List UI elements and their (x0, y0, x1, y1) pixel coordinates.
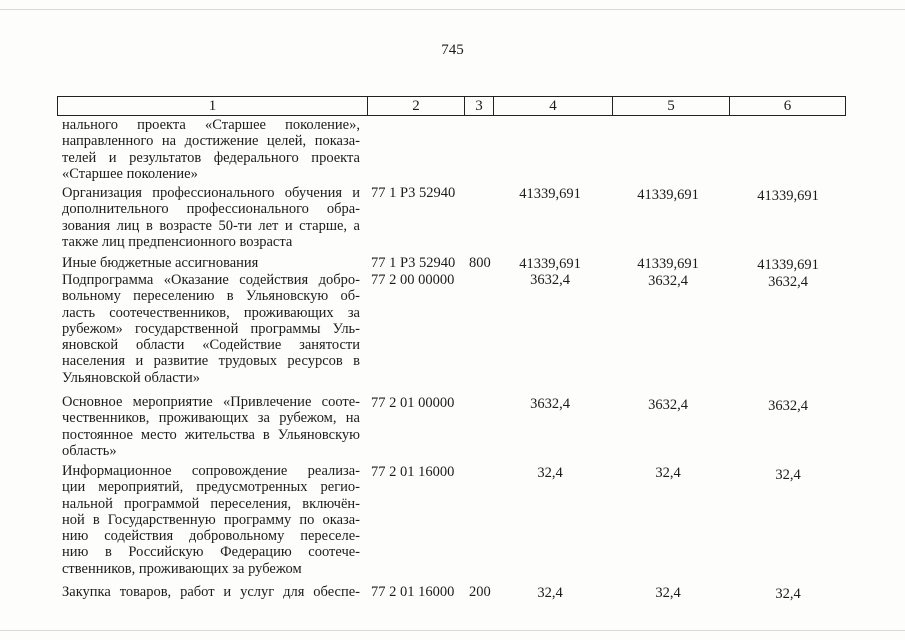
row-value-col6: 32,4 (775, 586, 801, 602)
description-line: Ульяновской области» (62, 369, 201, 386)
row-code: 77 2 00 00000 (371, 272, 455, 288)
description-line: яновской области «Содействие занятости (62, 337, 360, 354)
row-value-col5: 3632,4 (648, 273, 688, 289)
row-value-col6: 41339,691 (757, 188, 819, 204)
row-value-col5: 32,4 (655, 465, 681, 481)
row-code: 77 2 01 16000 (371, 584, 455, 600)
row-value-col6: 41339,691 (757, 257, 819, 273)
row-value-col6: 32,4 (775, 467, 801, 483)
scan-edge-top (0, 9, 905, 10)
description-line: вольному переселению в Ульяновскую об- (62, 288, 360, 305)
row-description (62, 584, 360, 600)
row-value-col5: 32,4 (655, 585, 681, 601)
description-line: дополнительного профессионального обра- (62, 201, 360, 218)
row-value-col6: 3632,4 (768, 398, 808, 414)
description-line: ственников, проживающих за рубежом (62, 560, 302, 577)
row-description (62, 255, 360, 271)
description-line: ной в Государственную программу по оказа- (62, 511, 360, 528)
header-col-2: 2 (368, 97, 465, 115)
row-value-col4: 32,4 (537, 465, 563, 481)
row-expense-type: 800 (469, 255, 491, 271)
description-line: рубежом» государственной программы Уль- (62, 320, 360, 337)
description-line: Информационное сопровождение реализа- (62, 463, 360, 479)
row-value-col4: 41339,691 (519, 186, 581, 202)
header-col-5: 5 (613, 97, 730, 115)
description-line: Подпрограмма «Оказание содействия добро- (62, 272, 360, 288)
row-code: 77 2 01 00000 (371, 395, 455, 411)
description-line: нального проекта «Старшее поколение», (62, 117, 360, 133)
header-col-1: 1 (58, 97, 368, 115)
row-expense-type: 200 (469, 584, 491, 600)
description-line: Закупка товаров, работ и услуг для обеспе- (62, 584, 360, 600)
row-description (62, 117, 360, 182)
description-line: чественников, проживающих за рубежом, на (62, 410, 360, 427)
description-line: телей и результатов федерального проекта (62, 149, 360, 166)
row-value-col5: 3632,4 (648, 397, 688, 413)
row-value-col4: 32,4 (537, 585, 563, 601)
row-value-col5: 41339,691 (637, 256, 699, 272)
description-line: населения и развитие трудовых ресурсов в (62, 353, 360, 370)
row-description (62, 463, 360, 577)
row-code: 77 1 P3 52940 (371, 185, 456, 201)
row-description (62, 394, 360, 459)
row-value-col6: 3632,4 (768, 274, 808, 290)
description-line: также лиц предпенсионного возраста (62, 233, 293, 250)
row-value-col4: 3632,4 (530, 396, 570, 412)
row-value-col5: 41339,691 (637, 187, 699, 203)
row-code: 77 1 P3 52940 (371, 255, 456, 271)
row-value-col4: 41339,691 (519, 256, 581, 272)
description-line: зования лиц в возрасте 50-ти лет и старше, а (62, 217, 360, 234)
row-value-col4: 3632,4 (530, 272, 570, 288)
description-line: ласть соотечественников, проживающих за (62, 304, 360, 321)
row-description (62, 185, 360, 250)
description-line: Иные бюджетные ассигнования (62, 255, 259, 271)
scan-edge-bottom (0, 630, 905, 631)
description-line: «Старшее поколение» (62, 165, 198, 182)
description-line: Основное мероприятие «Привлечение соотe- (62, 394, 360, 410)
page-number: 745 (441, 42, 464, 58)
description-line: нию в Российскую Федерацию соотече- (62, 544, 360, 561)
row-description (62, 272, 360, 386)
description-line: направленного на достижение целей, показа- (62, 133, 360, 150)
description-line: Организация профессионального обучения и (62, 185, 360, 201)
header-col-6: 6 (783, 98, 792, 114)
description-line: область» (62, 442, 117, 459)
header-col-3: 3 (465, 97, 494, 115)
description-line: постоянное место жительства в Ульяновскую (62, 426, 360, 443)
description-line: нальной программой переселения, включён- (62, 495, 360, 512)
table-header-row (57, 96, 846, 116)
row-code: 77 2 01 16000 (371, 464, 455, 480)
header-col-4: 4 (494, 97, 613, 115)
description-line: нию содействия добровольному переселе- (62, 528, 360, 545)
description-line: ции мероприятий, предусмотренных регио- (62, 479, 360, 496)
